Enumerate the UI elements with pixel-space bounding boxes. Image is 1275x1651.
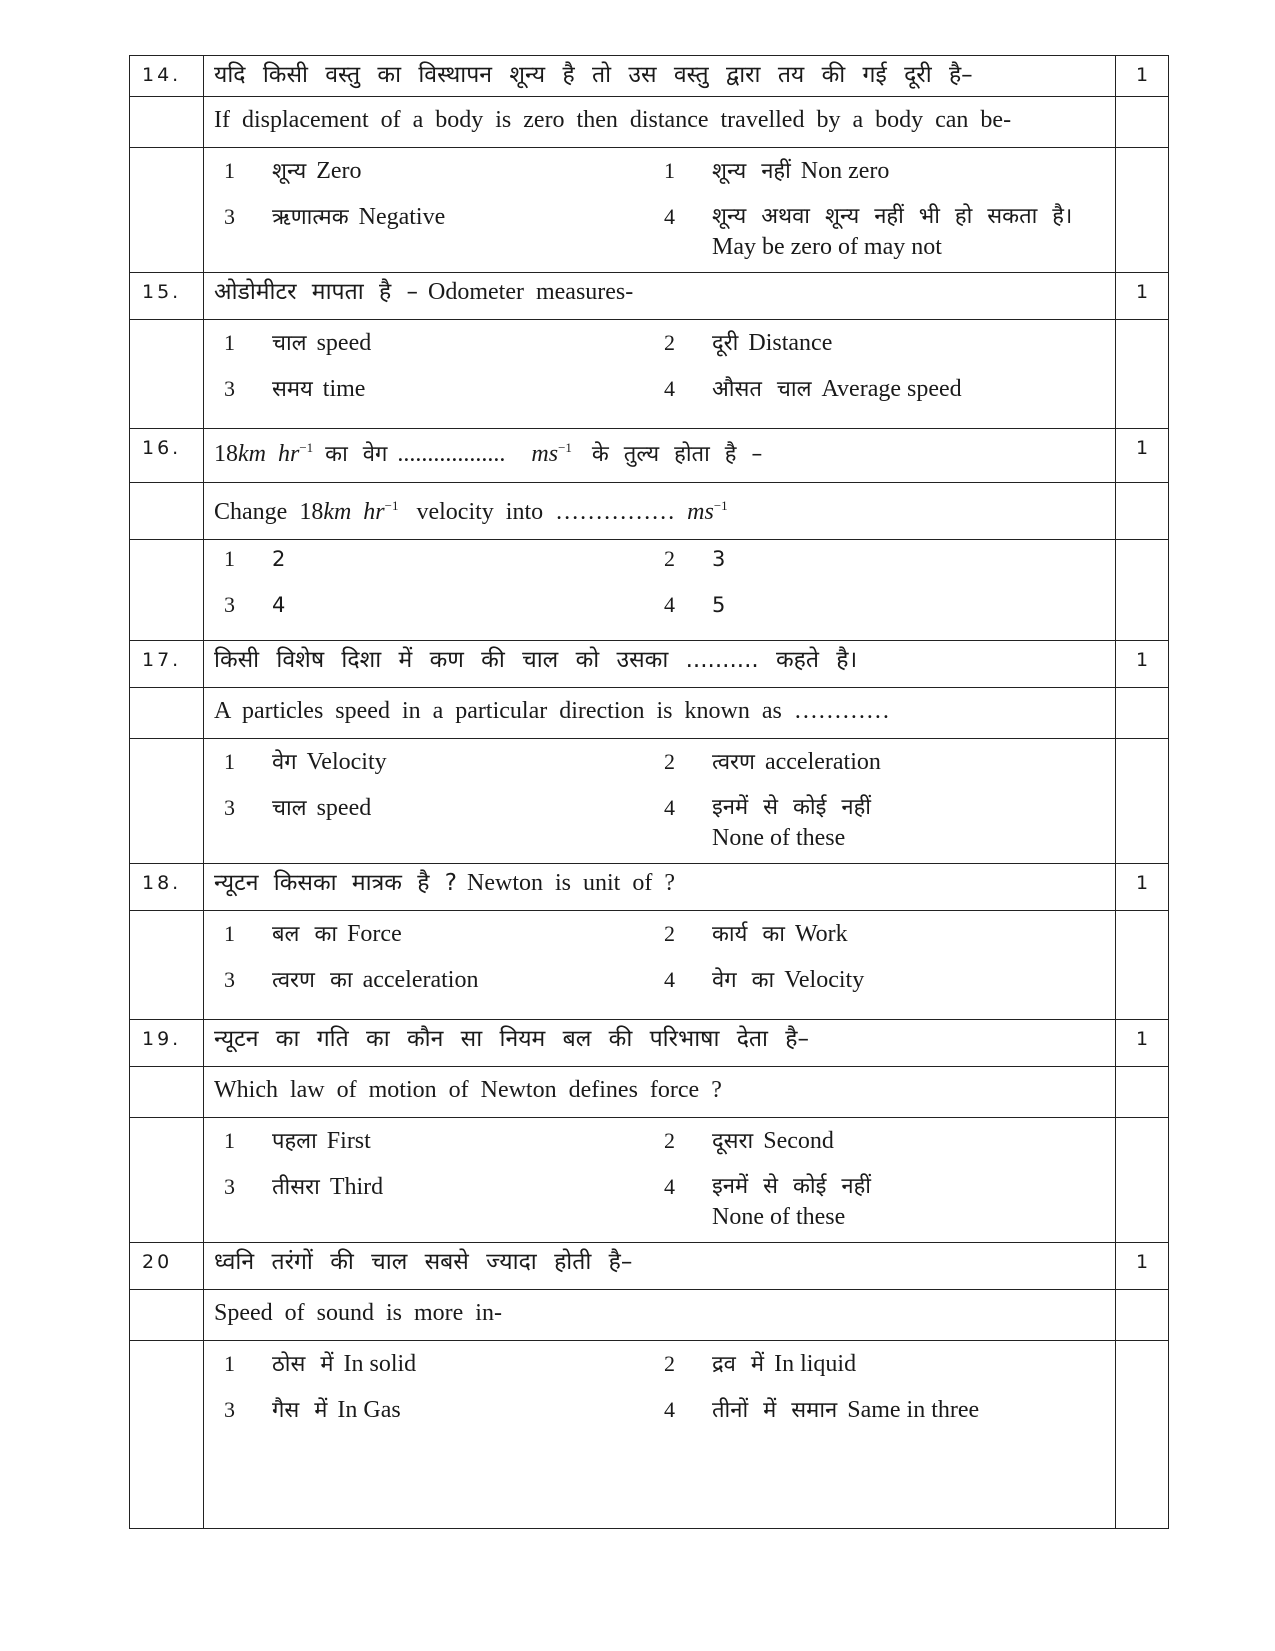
option-1: 1 पहला First (224, 1128, 371, 1154)
question-english-row-16 (130, 483, 1169, 540)
option-2: 2 दूरी Distance (664, 330, 833, 356)
question-text-english: Which law of motion of Newton defines force ? (214, 1077, 722, 1103)
options-row-15 (130, 320, 1169, 429)
question-text-hindi: यदि किसी वस्तु का विस्थापन शून्य है तो उस वस्तु द्वारा तय की गई दूरी है– (214, 62, 973, 88)
question-row-17 (130, 641, 1169, 688)
options-row-14 (130, 148, 1169, 273)
options-grid (204, 320, 1115, 428)
question-mark: 1 (1135, 1028, 1149, 1050)
question-english-row-19 (130, 1067, 1169, 1118)
question-mark: 1 (1135, 649, 1149, 671)
question-row-16 (130, 429, 1169, 483)
option-4: 4 इनमें से कोई नहीं None of these (664, 795, 872, 851)
option-2: 2 कार्य का Work (664, 921, 848, 947)
question-text: ओडोमीटर मापता है – Odometer measures- (214, 279, 634, 305)
options-grid (204, 911, 1115, 1019)
question-row-20 (130, 1243, 1169, 1290)
option-2: 2 द्रव में In liquid (664, 1351, 857, 1377)
option-3: 3 4 (224, 592, 286, 617)
options-grid (204, 540, 1115, 640)
question-number: 16. (142, 437, 182, 459)
question-text-english: A particles speed in a particular direction is known as ………… (214, 698, 890, 724)
option-4: 4 शून्य अथवा शून्य नहीं भी हो सकता है। May be zero of may not (664, 204, 1073, 260)
question-mark: 1 (1135, 872, 1149, 894)
question-text-hindi: किसी विशेष दिशा में कण की चाल को उसका .......... कहते है। (214, 647, 858, 673)
option-3: 3 ऋणात्मक Negative (224, 204, 446, 230)
option-1: 1 बल का Force (224, 921, 402, 947)
option-3: 3 त्वरण का acceleration (224, 967, 479, 993)
question-text-hindi: न्यूटन का गति का कौन सा नियम बल की परिभाषा देता है– (214, 1026, 810, 1052)
question-english-row-14 (130, 97, 1169, 148)
question-english-row-17 (130, 688, 1169, 739)
question-text-hindi: 18km $hr^{-1}$ का वेग .................. $ms^{-1}$ के तुल्य होता है – (214, 440, 763, 467)
option-4: 4 5 (664, 592, 726, 617)
question-row-19 (130, 1020, 1169, 1067)
option-3: 3 चाल speed (224, 795, 372, 821)
options-row-17 (130, 739, 1169, 864)
options-row-16 (130, 540, 1169, 641)
question-row-18 (130, 864, 1169, 911)
option-2: 2 दूसरा Second (664, 1128, 834, 1154)
question-text: न्यूटन किसका मात्रक है ? Newton is unit of ? (214, 870, 675, 896)
option-1: 1 वेग Velocity (224, 749, 387, 775)
question-table (129, 55, 1169, 1529)
question-mark: 1 (1135, 1251, 1149, 1273)
option-4: 4 इनमें से कोई नहीं None of these (664, 1174, 872, 1230)
options-row-19 (130, 1118, 1169, 1243)
option-2: 2 3 (664, 546, 726, 571)
option-3: 3 तीसरा Third (224, 1174, 384, 1200)
question-number: 15. (142, 281, 182, 303)
option-4: 4 वेग का Velocity (664, 967, 865, 993)
option-4: 4 औसत चाल Average speed (664, 376, 962, 402)
option-3: 3 समय time (224, 376, 366, 402)
question-number: 18. (142, 872, 182, 894)
question-number: 14. (142, 64, 182, 86)
question-row-14 (130, 56, 1169, 97)
options-grid (204, 739, 1115, 863)
option-2: 1 शून्य नहीं Non zero (664, 158, 890, 184)
question-mark: 1 (1135, 281, 1149, 303)
option-1: 1 शून्य Zero (224, 158, 362, 184)
question-mark: 1 (1135, 437, 1149, 459)
question-number: 20 (142, 1251, 173, 1273)
question-text-english: Change 18km $hr^{-1}$ velocity into …………… $ms^{-1}$ (214, 498, 728, 525)
question-english-row-20 (130, 1290, 1169, 1341)
options-row-18 (130, 911, 1169, 1020)
options-grid (204, 148, 1115, 272)
option-3: 3 गैस में In Gas (224, 1397, 401, 1423)
option-2: 2 त्वरण acceleration (664, 749, 881, 775)
question-row-15 (130, 273, 1169, 320)
option-1: 1 ठोस में In solid (224, 1351, 417, 1377)
question-number: 17. (142, 649, 182, 671)
option-4: 4 तीनों में समान Same in three (664, 1397, 980, 1423)
option-1: 1 चाल speed (224, 330, 372, 356)
options-grid (204, 1341, 1115, 1449)
question-number: 19. (142, 1028, 182, 1050)
option-1: 1 2 (224, 546, 286, 571)
question-mark: 1 (1135, 64, 1149, 86)
question-text-english: Speed of sound is more in- (214, 1300, 502, 1326)
question-text-hindi: ध्वनि तरंगों की चाल सबसे ज्यादा होती है– (214, 1249, 633, 1275)
options-row-20 (130, 1341, 1169, 1529)
options-grid (204, 1118, 1115, 1242)
question-text-english: If displacement of a body is zero then distance travelled by a body can be- (214, 107, 1012, 133)
